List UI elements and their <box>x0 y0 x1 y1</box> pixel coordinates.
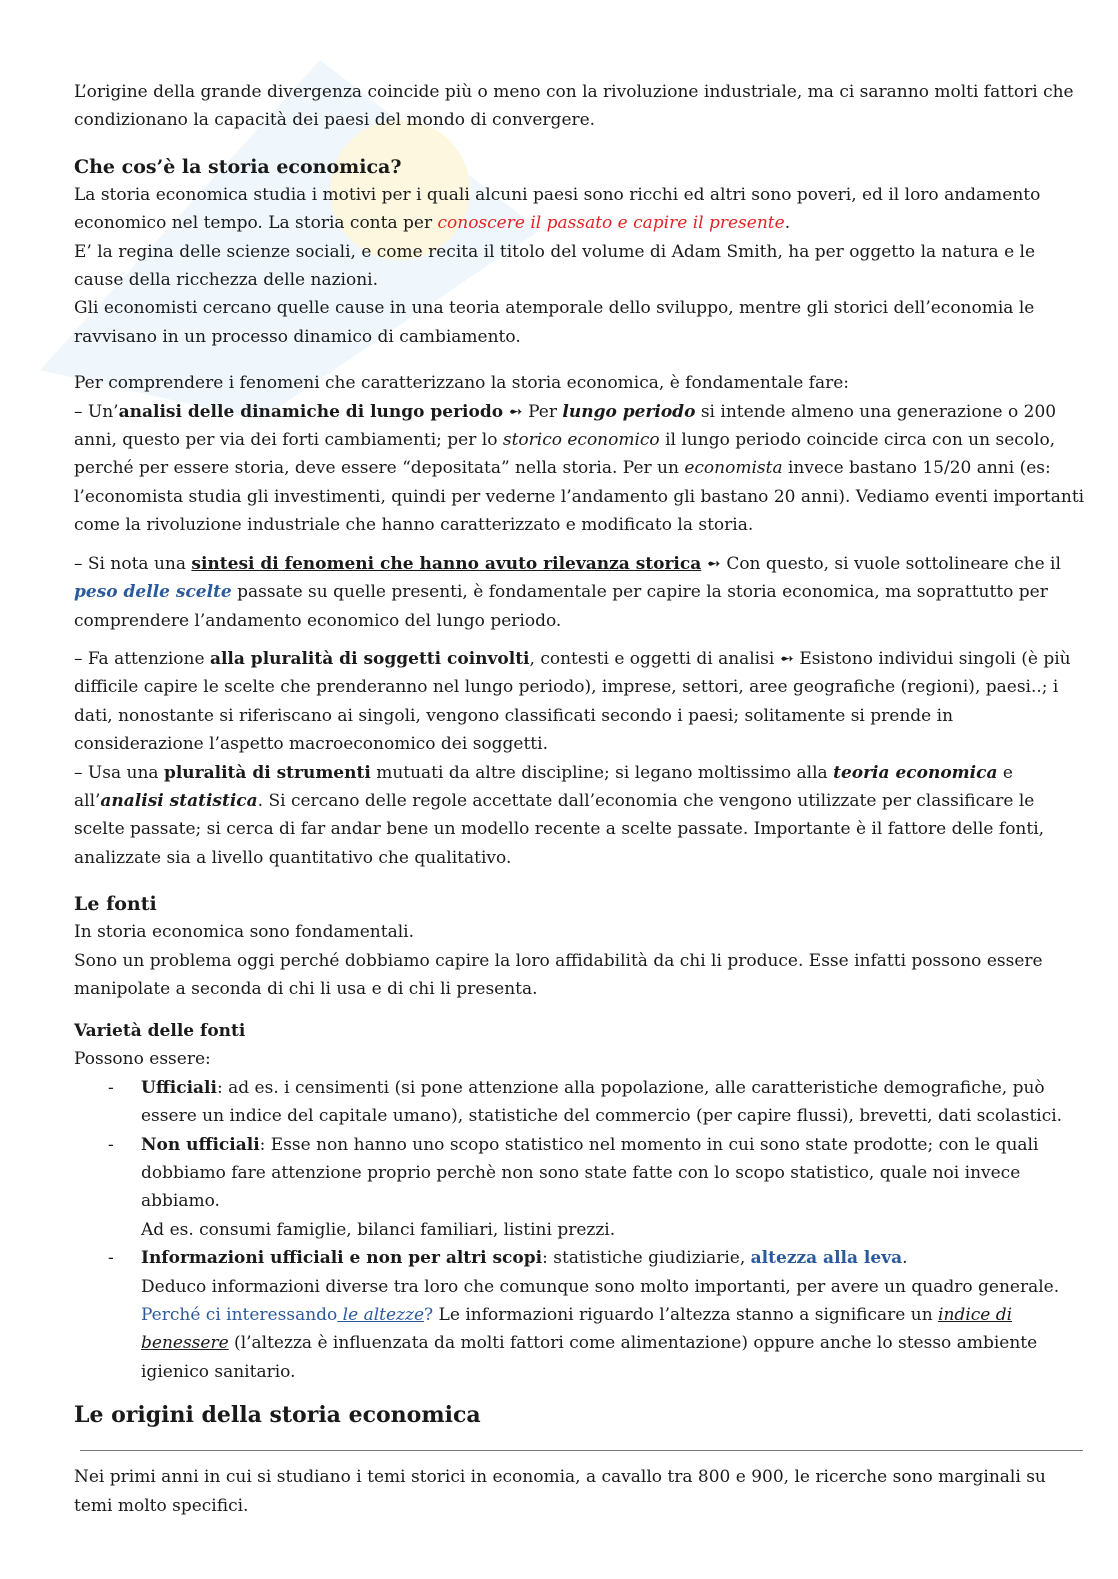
heading-storia-economica: Che cos’è la storia economica? <box>74 155 402 178</box>
bullet-pluralita-strumenti: – Usa una pluralità di strumenti mutuati da altre discipline; si legano moltissimo alla teoria economica e all’analisi statistica. Si cercano delle regole accettate dall’economia che vengono utilizzate per classificare le scelte passate; si cerca di far andar bene un modello recente a scelte passate. Importante è il fattore delle fonti, analizzate sia a livello quantitativo che qualitativo. <box>74 762 1045 868</box>
bullet-lungo-periodo: – Un’analisi delle dinamiche di lungo periodo ➻ Per lungo periodo si intende almeno una generazione o 200 anni, questo per via dei forti cambiamenti; per lo storico economico il lungo periodo coincide circa con un secolo, perché per essere storia, deve essere “depositata” nella storia. Per un economista invece bastano 15/20 anni (es: l’economista studia gli investimenti, quindi per vederne l’andamento gli bastano 20 anni). Vediamo eventi importanti come la rivoluzione industriale che hanno caratterizzato e modificato la storia. <box>74 401 1085 536</box>
list-item: - Ufficiali: ad es. i censimenti (si pone attenzione alla popolazione, alle caratteristiche demografiche, può essere un indice del capitale umano), statistiche del commercio (per capire flussi), brevetti, dati scolastici. <box>108 1077 1063 1127</box>
heading-le-fonti: Le fonti <box>74 893 157 916</box>
paragraph-possono-essere: Possono essere: <box>74 1049 211 1070</box>
bullet-pluralita-soggetti: – Fa attenzione alla pluralità di soggetti coinvolti, contesti e oggetti di analisi ➻ Esistono individui singoli (è più difficile capire le scelte che prenderanno nel lungo periodo), imprese, settori, aree geografiche (regioni), paesi..; i dati, nonostante si riferiscano ai singoli, vengono classificati secondo i paesi; solitamente si prende in considerazione l’aspetto macroeconomico dei soggetti. <box>74 648 1071 755</box>
paragraph-economisti: Gli economisti cercano quelle cause in una teoria atemporale dello sviluppo, mentre gli storici dell’economia le ravvisano in un processo dinamico di cambiamento. <box>74 298 1035 347</box>
highlight-passato-presente: conoscere il passato e capire il presente <box>437 213 785 234</box>
intro-paragraph: L’origine della grande divergenza coincide più o meno con la rivoluzione industriale, ma ci saranno molti fattori che condizionano la capacità dei paesi del mondo di convergere. <box>74 82 1074 131</box>
heading-origini: Le origini della storia economica <box>74 1402 481 1429</box>
heading-varieta-fonti: Varietà delle fonti <box>74 1021 246 1042</box>
paragraph-fonti-2: Sono un problema oggi perché dobbiamo capire la loro affidabilità da chi li produce. Esse infatti possono essere manipolate a seconda di chi li usa e di chi li presenta. <box>74 950 1043 999</box>
paragraph-fonti-1: In storia economica sono fondamentali. <box>74 922 414 943</box>
highlight-altezza-leva: altezza alla leva <box>750 1248 903 1269</box>
sources-list <box>74 1074 1086 1386</box>
list-item: - Non ufficiali: Esse non hanno uno scopo statistico nel momento in cui sono state prodotte; con le quali dobbiamo fare attenzione proprio perchè non sono state fatte con lo scopo statistico, quale noi invece abbiamo. Ad es. consumi famiglie, bilanci familiari, listini prezzi. <box>108 1134 1039 1240</box>
paragraph-origini: Nei primi anni in cui si studiano i temi storici in economia, a cavallo tra 800 e 900, le ricerche sono marginali su temi molto specifici. <box>74 1467 1046 1516</box>
paragraph-regina: E’ la regina delle scienze sociali, e come recita il titolo del volume di Adam Smith, ha per oggetto la natura e le cause della ricchezza delle nazioni. <box>74 241 1036 291</box>
list-item: - Informazioni ufficiali e non per altri scopi: statistiche giudiziarie, altezza alla leva. Deduco informazioni diverse tra loro che comunque sono molto importanti, per avere un quadro generale. Perché ci interessando le altezze? Le informazioni riguardo l’altezza stanno a significare un indice di benessere (l’altezza è influenzata da molti fattori come alimentazione) oppure anche lo stesso ambiente igienico sanitario. <box>108 1248 1060 1382</box>
bullet-sintesi: – Si nota una sintesi di fenomeni che hanno avuto rilevanza storica ➻ Con questo, si vuole sottolineare che il peso delle scelte passate su quelle presenti, è fondamentale per capire la storia economica, ma soprattutto per comprendere l’andamento economico del lungo periodo. <box>74 553 1061 631</box>
paragraph-comprendere: Per comprendere i fenomeni che caratterizzano la storia economica, è fondamentale fare: <box>74 373 850 394</box>
document-page <box>74 78 1086 1520</box>
paragraph-storia: La storia economica studia i motivi per i quali alcuni paesi sono ricchi ed altri sono poveri, ed il loro andamento economico nel tempo. La storia conta per conoscere il passato e capire il presente. <box>74 184 1041 234</box>
